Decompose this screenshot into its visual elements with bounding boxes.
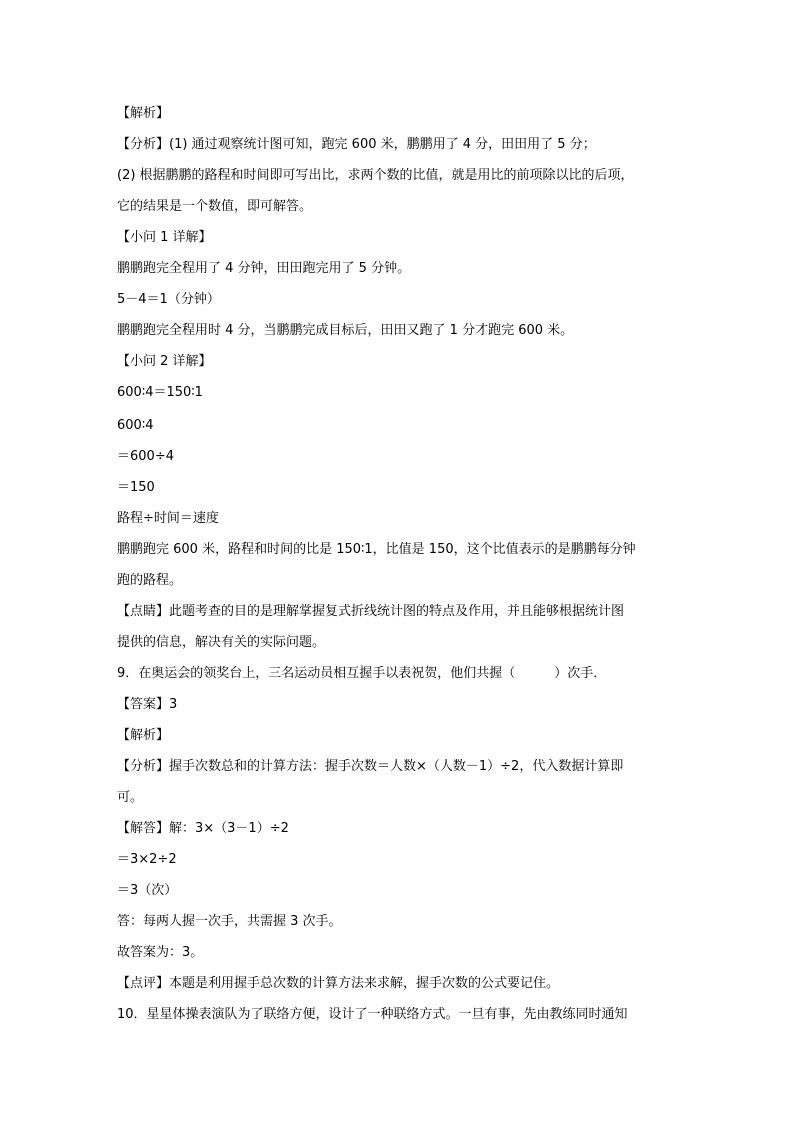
equation-line: 600∶4: [117, 418, 154, 433]
analysis-text: 【分析】(1) 通过观察统计图可知，跑完 600 米，鹏鹏用了 4 分，田田用了 5 分；: [117, 137, 596, 152]
question-9: 9．在奥运会的领奖台上，三名运动员相互握手以表祝贺，他们共握（ ）次手．: [117, 666, 607, 681]
equation-line: 5－4＝1（分钟）: [117, 292, 220, 307]
solution-text: 鹏鹏跑完全程用时 4 分，当鹏鹏完成目标后，田田又跑了 1 分才跑完 600 米。: [117, 323, 574, 338]
comment-text: 【点睛】此题考查的目的是理解掌握复式折线统计图的特点及作用，并且能够根据统计图: [117, 604, 625, 619]
section-heading-part1: 【小问 1 详解】: [117, 230, 212, 245]
equation-line: ＝3×2÷2: [117, 852, 177, 867]
section-heading-analysis: 【解析】: [117, 728, 170, 743]
section-heading-part2: 【小问 2 详解】: [117, 354, 212, 369]
solution-text: 答：每两人握一次手，共需握 3 次手。: [117, 914, 342, 929]
solution-text: 鹏鹏跑完全程用了 4 分钟，田田跑完用了 5 分钟。: [117, 261, 411, 276]
analysis-text: 可。: [117, 790, 144, 805]
equation-line: ＝150: [117, 480, 155, 495]
equation-line: ＝3（次）: [117, 883, 178, 898]
analysis-text: (2) 根据鹏鹏的路程和时间即可写出比，求两个数的比值，就是用比的前项除以比的后项，: [117, 168, 634, 183]
comment-text: 提供的信息，解决有关的实际问题。: [117, 635, 326, 650]
equation-line: 600∶4＝150∶1: [117, 385, 203, 400]
solution-text: 跑的路程。: [117, 573, 183, 588]
solution-text: 【解答】解：3×（3－1）÷2: [117, 821, 289, 836]
answer-line: 【答案】3: [117, 697, 178, 712]
solution-text: 故答案为：3。: [117, 945, 204, 960]
question-10: 10．星星体操表演队为了联络方便，设计了一种联络方式。一旦有事，先由教练同时通知: [117, 1007, 628, 1022]
equation-line: ＝600÷4: [117, 449, 174, 464]
comment-text: 【点评】本题是利用握手总次数的计算方法来求解，握手次数的公式要记住。: [117, 976, 560, 991]
solution-text: 鹏鹏跑完 600 米，路程和时间的比是 150∶1，比值是 150，这个比值表示的是鹏鹏每分钟: [117, 542, 636, 557]
solution-text: 路程÷时间＝速度: [117, 511, 219, 526]
analysis-text: 它的结果是一个数值，即可解答。: [117, 199, 313, 214]
analysis-text: 【分析】握手次数总和的计算方法：握手次数＝人数×（人数－1）÷2，代入数据计算即: [117, 759, 624, 774]
document-body: [117, 104, 677, 1036]
section-heading-analysis: 【解析】: [117, 106, 170, 121]
